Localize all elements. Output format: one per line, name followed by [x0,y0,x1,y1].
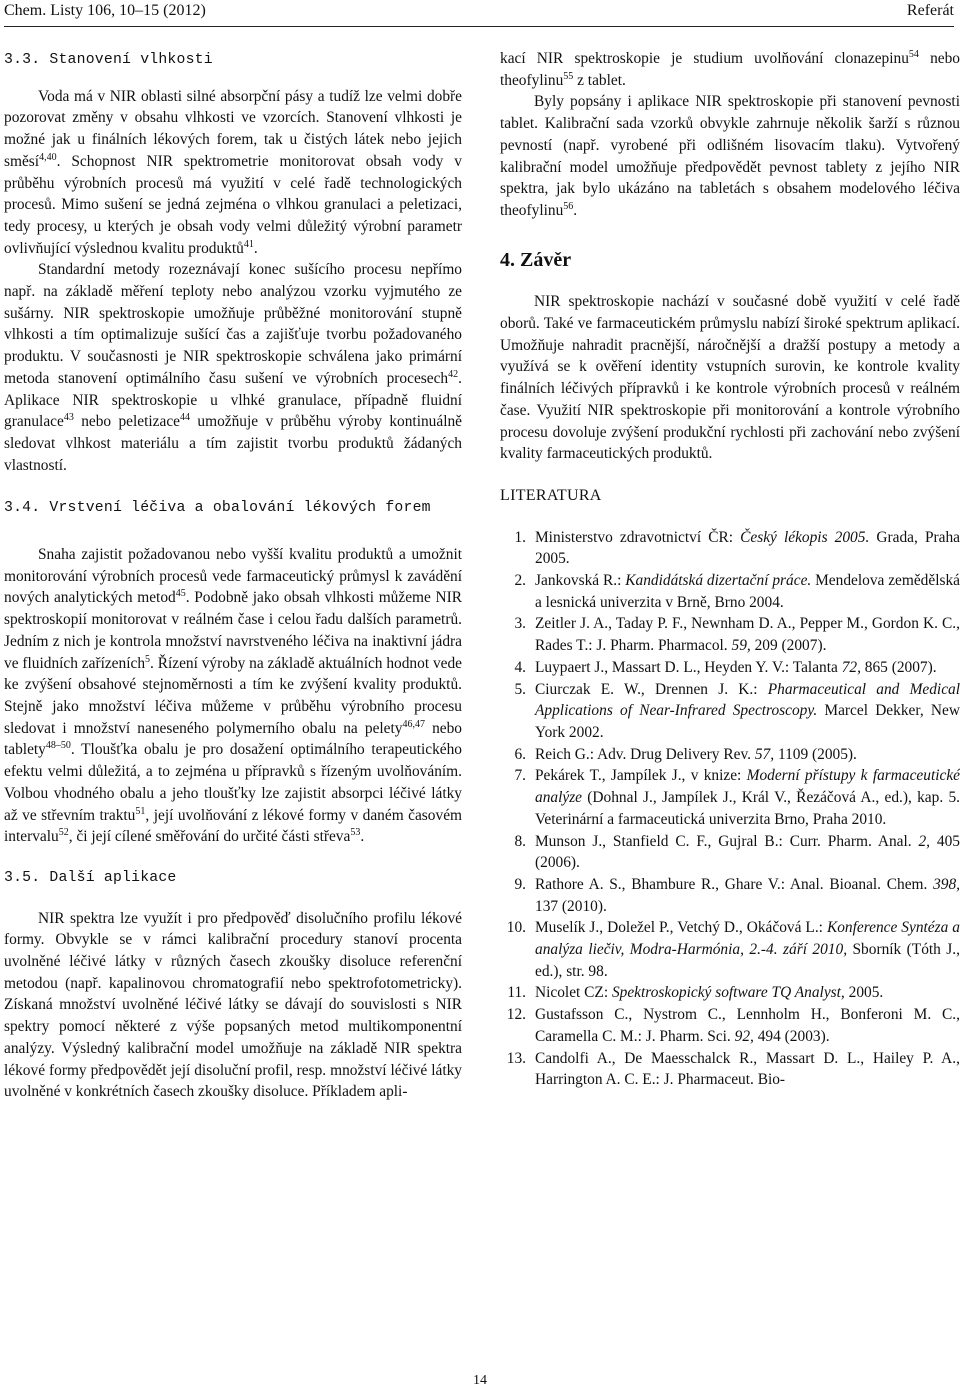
reference-item: 12. Gustafsson C., Nystrom C., Lennholm H., Bonferoni M. C., Caramella C. M.: J. Pharm. Sci. 92, 494 (2003). [506,1006,960,1045]
reference-item: 10. Muselík J., Doležel P., Vetchý D., Okáčová L.: Konference Syntéza a analýza liečiv, Modra-Harmónia, 2.-4. září 2010, Sborník (Tóth J., ed.), str. 98. [506,919,960,980]
article-type: Referát [906,2,954,19]
paragraph: NIR spektroskopie nachází v současné době využití v celé řadě oborů. Také ve farmaceutickém průmyslu nabízí široké spektrum aplikací. Umožňuje nahradit pracnější, náročnější a dražší postupy a metody a využívá se k ověření identity vstupních surovin, ke kontrole kvality finálních léčivých přípravků i ke kontrole výrobních procesů v reálném čase. Využití NIR spektroskopie při monitorování a kontrole výrobního procesu dovoluje zvýšení produkční rychlosti při zachování nebo zvýšení kvality farmaceutických produktů. [500,293,960,463]
section-title-3-5: 3.5. Další aplikace [4,869,177,886]
reference-list [500,527,960,1091]
paragraph: Voda má v NIR oblasti silné absorpční pásy a tudíž lze velmi dobře pozorovat změny v obsahu vlhkosti ve vzorcích. Stanovení vlhkosti je možné jak u finálních lékových forem, tak u čistých látek nebo jejich směsí$^{4,40}$. Schopnost NIR spektrometrie monitorovat obsah vody v průběhu výrobních procesů má využití v celé řadě technologických procesů. Mimo sušení se jedná zejména o vlhkou granulaci a peletizaci, tedy procesy, u kterých je obsah vody velmi důležitý výrobní parametr ovlivňující výslednou kvalitu produktů$^{41}$. [4,87,462,257]
reference-item: 9. Rathore A. S., Bhambure R., Ghare V.: Anal. Bioanal. Chem. 398, 137 (2010). [514,875,960,915]
reference-item: 11. Nicolet CZ: Spektroskopický software TQ Analyst, 2005. [507,984,884,1002]
reference-item: 4. Luypaert J., Massart D. L., Heyden Y. V.: Talanta 72, 865 (2007). [514,658,937,676]
left-column [4,48,462,1103]
section-title-3-3: 3.3. Stanovení vlhkosti [4,52,213,68]
reference-item: 7. Pekárek T., Jampílek J., v knize: Moderní přístupy k farmaceutické analýze (Dohnal J., Jampílek J., Král V., Řezáčová A., ed.), kap. 5. Veterinární a farmaceutická univerzita Brno, Praha 2010. [514,767,960,828]
reference-item: 6. Reich G.: Adv. Drug Delivery Rev. 57, 1109 (2005). [514,745,857,763]
reference-item: 5. Ciurczak E. W., Drennen J. K.: Pharmaceutical and Medical Applications of Near-Infrared Spectroscopy. Marcel Dekker, New York 2002. [514,680,960,741]
reference-item: 2. Jankovská R.: Kandidátská dizertační práce. Mendelova zemědělská a lesnická univerzita v Brně, Brno 2004. [514,572,960,611]
paragraph: Snaha zajistit požadovanou nebo vyšší kvalitu produktů a umožnit monitorování výrobních procesů vede farmaceutický průmysl k zavádění nových analytických metod$^{45}$. Podobně jako obsah vlhkosti můžeme NIR spektroskopií monitorovat v reálném čase i celou řadu dalších parametrů. Jedním z nich je kontrola množství navrstveného léčiva na inaktivní jádra ve fluidních zařízeních$^5$. Řízení výroby na základě aktuálních hodnot vede ke zvýšení obsahové stejnoměrnosti a tím ke zvýšení kvality produktů. Stejně jako množství léčiva můžeme v průběhu výrobního procesu sledovat i množství naneseného polymerního obalu na pelety$^{46,47}$ nebo tablety$^{48-50}$. Tloušťka obalu je pro dosažení optimálního terapeutického efektu velmi důležitá, a to zejména u přípravků s řízeným uvolňováním. Volbou vhodného obalu a jeho tloušťky lze zajistit absorpci léčivé látky až ve střevním traktu$^{51}$, její uvolňování z lékové formy v daném časovém intervalu$^{52}$, či její cílené směřování do určité části střeva$^{53}$. [4,546,463,846]
references-heading: LITERATURA [500,486,602,504]
reference-item: 3. Zeitler J. A., Taday P. F., Newnham D. A., Pepper M., Gordon K. C., Rades T.: J. Pharm. Pharmacol. 59, 209 (2007). [514,615,960,655]
page-number: 14 [473,1373,487,1388]
section-title-4: 4. Závěr [500,248,572,271]
running-header [4,0,954,27]
right-column [500,48,960,1091]
paragraph: NIR spektra lze využít i pro předpověď disolučního profilu lékové formy. Obvykle se v rámci kalibrační procedury stanoví procenta uvolněné léčivé látky v různých časech zkoušky disoluce referenční metodou (např. kapalinovou chromatografií nebo spektrofotometricky). Získaná množství uvolněné léčivé látky se dávají do souvislosti s NIR spektry pomocí některé z výše popsaných metod multikomponentní analýzy. Výsledný kalibrační model umožňuje na základě NIR spektra lékové formy předpovědět její disoluční profil, resp. množství léčivé látky uvolněné v konkrétních časech zkoušky disoluce. Příkladem apli- [4,909,462,1101]
journal-citation: Chem. Listy 106, 10–15 (2012) [4,2,206,19]
reference-item: 8. Munson J., Stanfield C. F., Gujral B.: Curr. Pharm. Anal. 2, 405 (2006). [514,832,960,872]
section-title-3-4: 3.4. Vrstvení léčiva a obalování lékových forem [4,500,431,517]
paragraph: Byly popsány i aplikace NIR spektroskopie při stanovení pevnosti tablet. Kalibrační sada vzorků obvykle zahrnuje několik šarží s různou pevností (např. vyrobené při odlišném lisovacím tlaku). Vytvořený kalibrační model umožňuje předpovědět pevnost tablety z jejího NIR spektra, jak bylo ukázáno na tabletách s obsahem modelového léčiva theofylinu$^{56}$. [500,93,960,219]
reference-item: 1. Ministerstvo zdravotnictví ČR: Český lékopis 2005. Grada, Praha 2005. [514,528,960,568]
paragraph: kací NIR spektroskopie je studium uvolňování clonazepinu$^{54}$ nebo theofylinu$^{55}$ z tablet. [500,48,960,89]
paragraph: Standardní metody rozeznávají konec sušícího procesu nepřímo např. na základě měření teploty nebo analýzou vzorku vyjmutého ze sušárny. NIR spektroskopie umožňuje průběžné monitorování stupně vlhkosti a tím optimalizuje sušící čas a zajišťuje tvorbu požadovaného produktu. V současnosti je NIR spektroskopie schválena jako primární metoda stanovení optimálního času sušení ve výrobních procesech$^{42}$. Aplikace NIR spektroskopie u vlhké granulace, případně fluidní granulace$^{43}$ nebo peletizace$^{44}$ umožňuje v průběhu výroby kontinuálně sledovat vlhkost materiálu a tím zajistit tvorbu produktů žádaných vlastností. [4,261,463,474]
reference-item: 13. Candolfi A., De Maesschalck R., Massart D. L., Hailey P. A., Harrington A. C. E.: J. Pharmaceut. Bio- [506,1049,960,1089]
